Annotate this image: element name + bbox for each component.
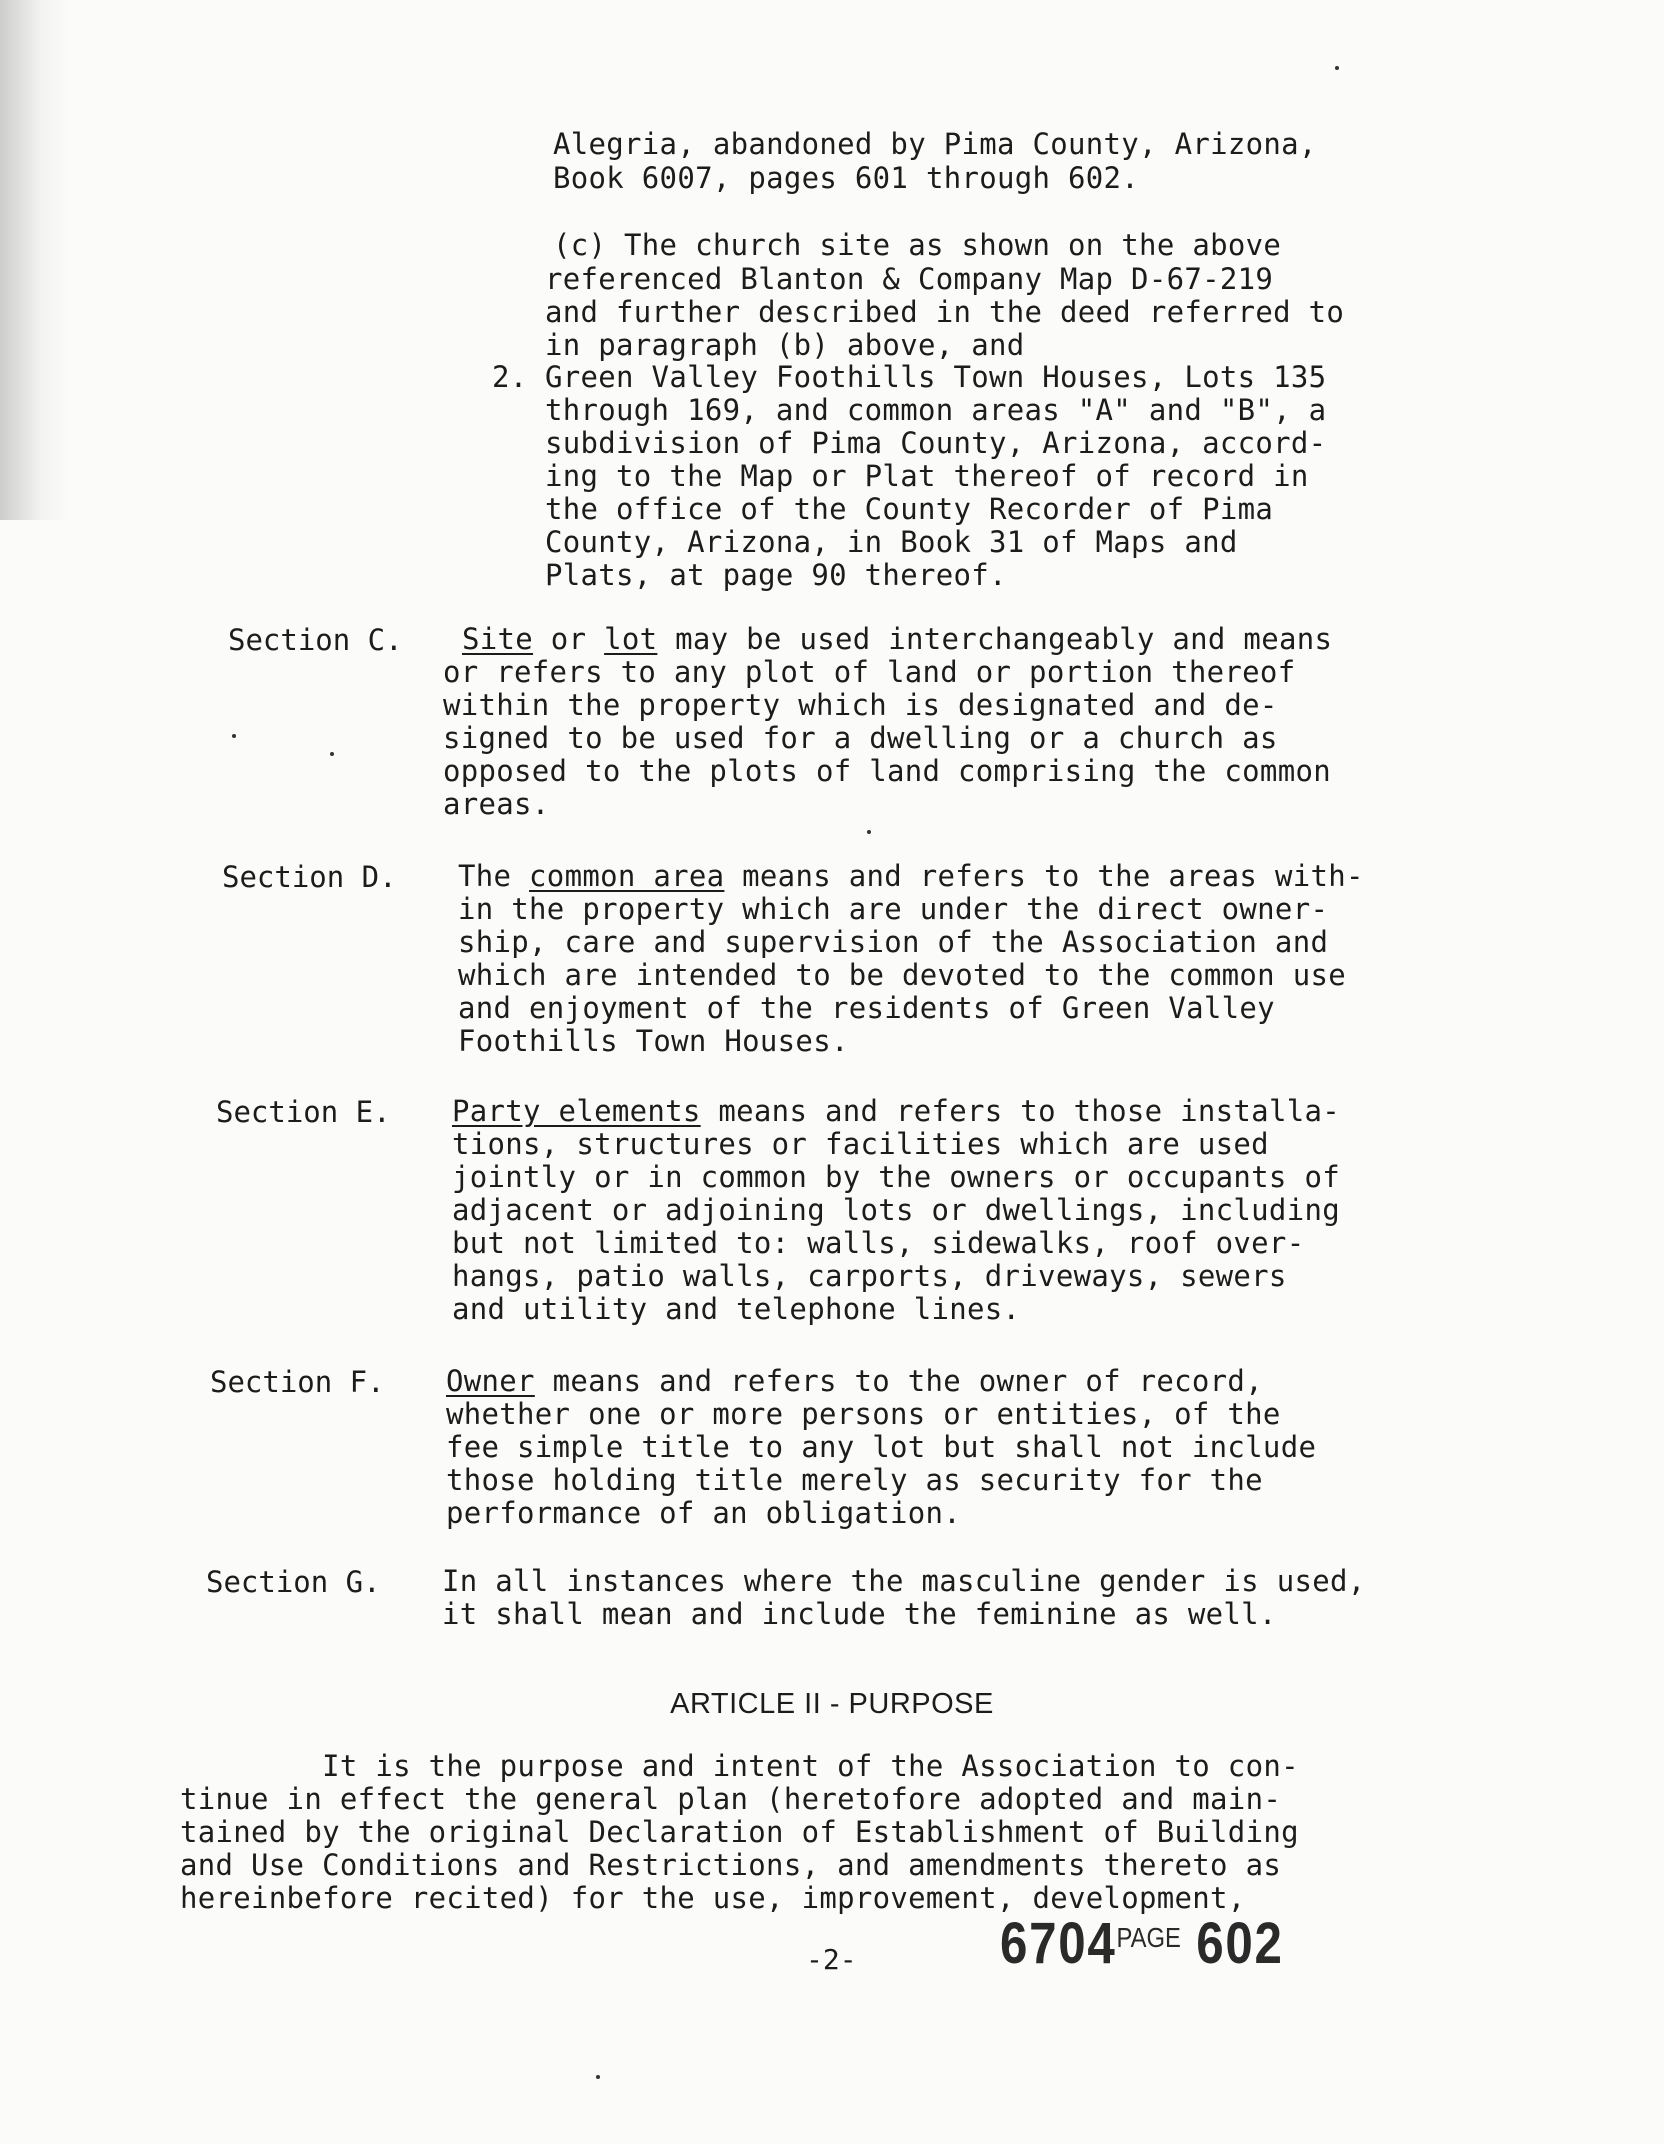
stamp-book: 6704 bbox=[1000, 1911, 1117, 1976]
section-e-line-5: but not limited to: walls, sidewalks, roof over- bbox=[452, 1226, 1305, 1260]
section-d-line-6: Foothills Town Houses. bbox=[458, 1024, 849, 1058]
section-f-line-4: those holding title merely as security for the bbox=[446, 1463, 1263, 1497]
section-c-line-4: signed to be used for a dwelling or a church as bbox=[443, 721, 1278, 755]
section-g-line-2: it shall mean and include the feminine as well. bbox=[442, 1597, 1277, 1631]
binding-shadow bbox=[0, 0, 70, 520]
section-e-line-1 bbox=[452, 1095, 1340, 1127]
section-g-label: Section G. bbox=[206, 1565, 381, 1599]
section-c-line-1 bbox=[462, 623, 1332, 655]
item-2-line-3: subdivision of Pima County, Arizona, accord- bbox=[545, 426, 1327, 460]
section-d-line-5: and enjoyment of the residents of Green Valley bbox=[458, 991, 1275, 1025]
item-2-line-7: Plats, at page 90 thereof. bbox=[545, 558, 1007, 592]
scan-speck bbox=[1335, 66, 1339, 70]
section-c-line-3: within the property which is designated and de- bbox=[443, 688, 1278, 722]
item-c-line-1: (c) The church site as shown on the above bbox=[553, 228, 1282, 262]
item-2-line-4: ing to the Map or Plat thereof of record in bbox=[545, 459, 1309, 493]
section-f-line-5: performance of an obligation. bbox=[446, 1496, 962, 1530]
section-d-line-1 bbox=[458, 860, 1364, 892]
scan-speck bbox=[330, 752, 334, 756]
section-e-label: Section E. bbox=[216, 1095, 391, 1129]
section-d-line-2: in the property which are under the direct owner- bbox=[458, 892, 1329, 926]
section-d-line-3: ship, care and supervision of the Association and bbox=[458, 925, 1329, 959]
section-e-first-rest: means and refers to those installa- bbox=[700, 1094, 1340, 1128]
section-f-label: Section F. bbox=[210, 1365, 385, 1399]
section-f-line-3: fee simple title to any lot but shall not include bbox=[446, 1430, 1317, 1464]
stamp-page-word: PAGE bbox=[1116, 1922, 1181, 1953]
section-e-line-4: adjacent or adjoining lots or dwellings, including bbox=[452, 1193, 1340, 1227]
item-c-line-2: referenced Blanton & Company Map D-67-219 bbox=[545, 262, 1274, 296]
section-c-label: Section C. bbox=[228, 623, 403, 657]
term-owner: Owner bbox=[446, 1364, 535, 1398]
item-2-line-1: Green Valley Foothills Town Houses, Lots 135 bbox=[545, 360, 1327, 394]
section-c-line-5: opposed to the plots of land comprising the common bbox=[443, 754, 1331, 788]
article-heading: ARTICLE II - PURPOSE bbox=[670, 1688, 994, 1720]
section-e-line-2: tions, structures or facilities which are used bbox=[452, 1127, 1269, 1161]
item-2-line-6: County, Arizona, in Book 31 of Maps and bbox=[545, 525, 1238, 559]
stamp-page: 602 bbox=[1196, 1911, 1284, 1976]
section-d-label: Section D. bbox=[222, 860, 397, 894]
section-e-line-6: hangs, patio walls, carports, driveways, sewers bbox=[452, 1259, 1287, 1293]
purpose-line-1: It is the purpose and intent of the Association to con- bbox=[180, 1749, 1299, 1783]
purpose-line-3: tained by the original Declaration of Establishment of Building bbox=[180, 1815, 1299, 1849]
purpose-line-2: tinue in effect the general plan (heretofore adopted and main- bbox=[180, 1782, 1282, 1816]
section-d-prefix: The bbox=[458, 859, 530, 893]
term-connector: or bbox=[533, 622, 605, 656]
recording-stamp bbox=[1000, 1910, 1284, 1977]
purpose-line-4: and Use Conditions and Restrictions, and amendments thereto as bbox=[180, 1848, 1282, 1882]
section-e-line-3: jointly or in common by the owners or occupants of bbox=[452, 1160, 1340, 1194]
section-f-first-rest: means and refers to the owner of record, bbox=[534, 1364, 1263, 1398]
term-common-area: common area bbox=[529, 859, 725, 893]
item-c-line-3: and further described in the deed referred to bbox=[545, 295, 1345, 329]
scan-speck bbox=[596, 2075, 600, 2079]
term-lot: lot bbox=[604, 622, 658, 656]
section-g-line-1: In all instances where the masculine gender is used, bbox=[442, 1564, 1366, 1598]
page-number: -2- bbox=[806, 1943, 857, 1976]
item-2-number: 2. bbox=[492, 360, 528, 394]
section-c-first-rest: may be used interchangeably and means bbox=[657, 622, 1333, 656]
section-c-line-2: or refers to any plot of land or portion thereof bbox=[443, 655, 1296, 689]
term-party-elements: Party elements bbox=[452, 1094, 701, 1128]
section-f-line-2: whether one or more persons or entities, of the bbox=[446, 1397, 1281, 1431]
item-2-line-2: through 169, and common areas "A" and "B", a bbox=[545, 393, 1327, 427]
scan-speck bbox=[232, 734, 236, 738]
section-f-line-1 bbox=[446, 1365, 1263, 1397]
item-c-line-4: in paragraph (b) above, and bbox=[545, 328, 1025, 362]
intro-line-1: Alegria, abandoned by Pima County, Arizona, bbox=[553, 127, 1317, 161]
section-d-first-rest: means and refers to the areas with- bbox=[724, 859, 1364, 893]
section-d-line-4: which are intended to be devoted to the common use bbox=[458, 958, 1346, 992]
term-site: Site bbox=[462, 622, 534, 656]
item-2-line-5: the office of the County Recorder of Pima bbox=[545, 492, 1274, 526]
section-e-line-7: and utility and telephone lines. bbox=[452, 1292, 1021, 1326]
intro-line-2: Book 6007, pages 601 through 602. bbox=[553, 161, 1140, 195]
section-c-line-6: areas. bbox=[443, 787, 550, 821]
purpose-line-5: hereinbefore recited) for the use, improvement, development, bbox=[180, 1881, 1246, 1915]
scan-speck bbox=[867, 830, 871, 834]
